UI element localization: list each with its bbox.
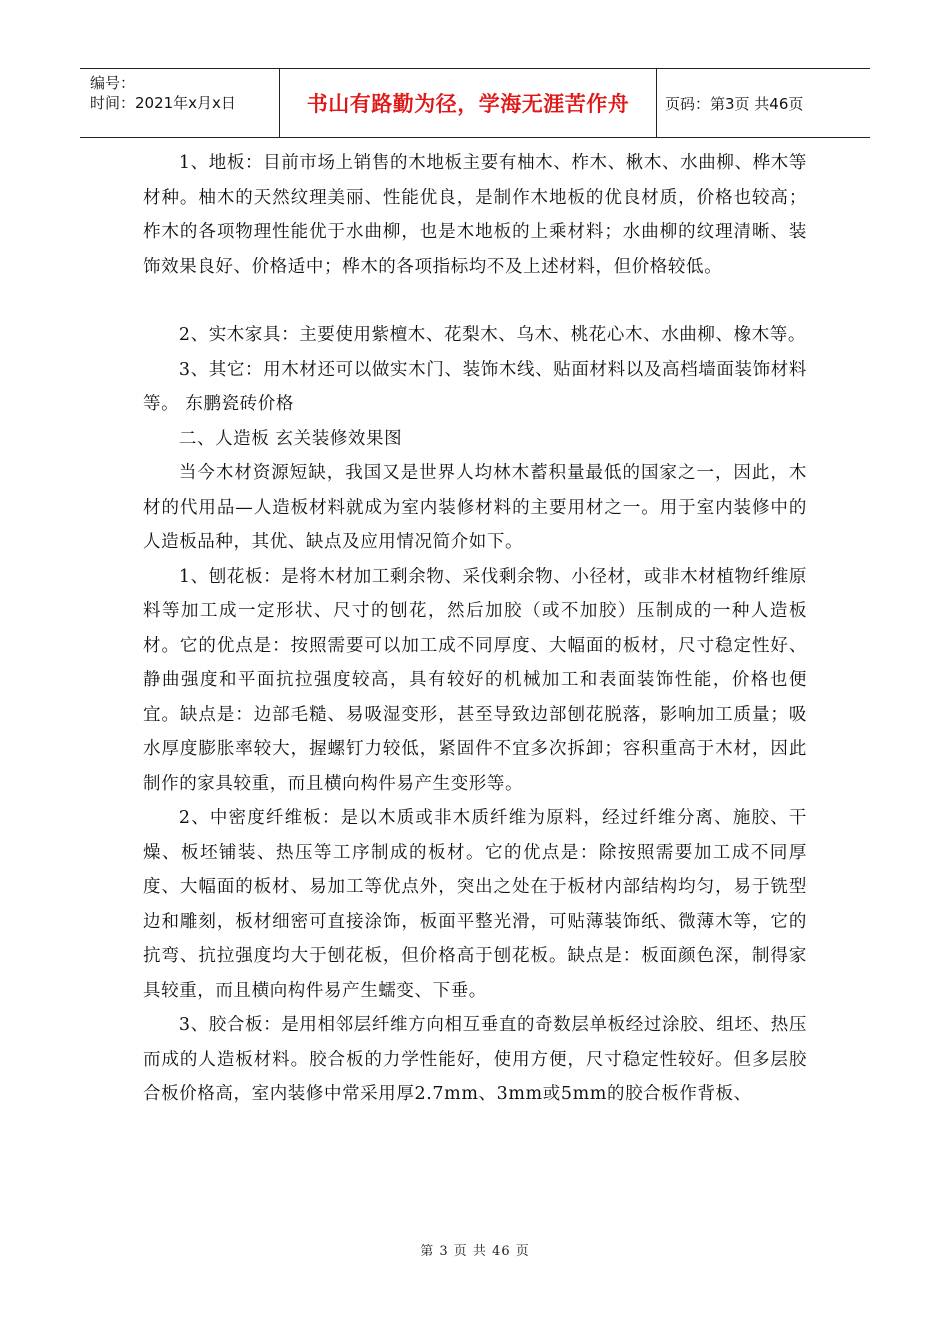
header-page-label: 页码：第3页 共46页 [665,94,804,113]
header-motto: 书山有路勤为径，学海无涯苦作舟 [280,69,657,137]
paragraph-particleboard: 1、刨花板：是将木材加工剩余物、采伐剩余物、小径材，或非木材植物纤维原料等加工成一定形状、尺寸的刨花，然后加胶（或不加胶）压制成的一种人造板材。它的优点是：按照需要可以加工成不同厚度、大幅面的板材，尺寸稳定性好、静曲强度和平面抗拉强度较高，具有较好的机械加工和表面装饰性能，价格也便宜。缺点是：边部毛糙、易吸湿变形，甚至导致边部刨花脱落，影响加工质量；吸水厚度膨胀率较大，握螺钉力较低，紧固件不宜多次拆卸；容积重高于木材，因此制作的家具较重，而且横向构件易产生变形等。 [143,566,807,794]
date-label: 时间：2021年x月x日 [90,94,236,112]
paragraph-other-uses: 3、其它：用木材还可以做实木门、装饰木线、贴面材料以及高档墙面装饰材料等。 东鹏瓷砖价格 [143,359,807,414]
header-meta-cell [80,69,280,137]
paragraph-solid-furniture: 2、实木家具：主要使用紫檀木、花梨木、乌木、桃花心木、水曲柳、橡木等。 [178,325,807,345]
document-body [143,146,807,1112]
paragraph-flooring: 1、地板：目前市场上销售的木地板主要有柚木、柞木、楸木、水曲柳、桦木等材种。柚木的天然纹理美丽、性能优良，是制作木地板的优良材质，价格也较高；柞木的各项物理性能优于水曲柳，也是木地板的上乘材料；水曲柳的纹理清晰、装饰效果良好、价格适中；桦木的各项指标均不及上述材料，但价格较低。 [143,153,807,277]
serial-number-label: 编号： [90,74,136,92]
paragraph-mdf: 2、中密度纤维板：是以木质或非木质纤维为原料，经过纤维分离、施胶、干燥、板坯铺装、热压等工序制成的板材。它的优点是：除按照需要加工成不同厚度、大幅面的板材、易加工等优点外，突出之处在于板材内部结构均匀，易于铣型边和雕刻，板材细密可直接涂饰，板面平整光滑，可贴薄装饰纸、微薄木等，它的抗弯、抗拉强度均大于刨花板，但价格高于刨花板。缺点是：板面颜色深，制得家具较重，而且横向构件易产生蠕变、下垂。 [143,808,807,1001]
page-header [80,68,870,138]
paragraph-plywood: 3、胶合板：是用相邻层纤维方向相互垂直的奇数层单板经过涂胶、组坯、热压而成的人造板材料。胶合板的力学性能好，使用方便，尺寸稳定性较好。但多层胶合板价格高，室内装修中常采用厚2.7mm、3mm或5mm的胶合板作背板、 [143,1015,807,1104]
page-footer: 第 3 页 共 46 页 [420,1244,530,1259]
paragraph-panels-intro: 当今木材资源短缺，我国又是世界人均林木蓄积量最低的国家之一，因此，木材的代用品—人造板材料就成为室内装修材料的主要用材之一。用于室内装修中的人造板品种，其优、缺点及应用情况简介如下。 [143,463,807,552]
section-heading-wood-panels: 二、人造板 玄关装修效果图 [178,428,403,449]
